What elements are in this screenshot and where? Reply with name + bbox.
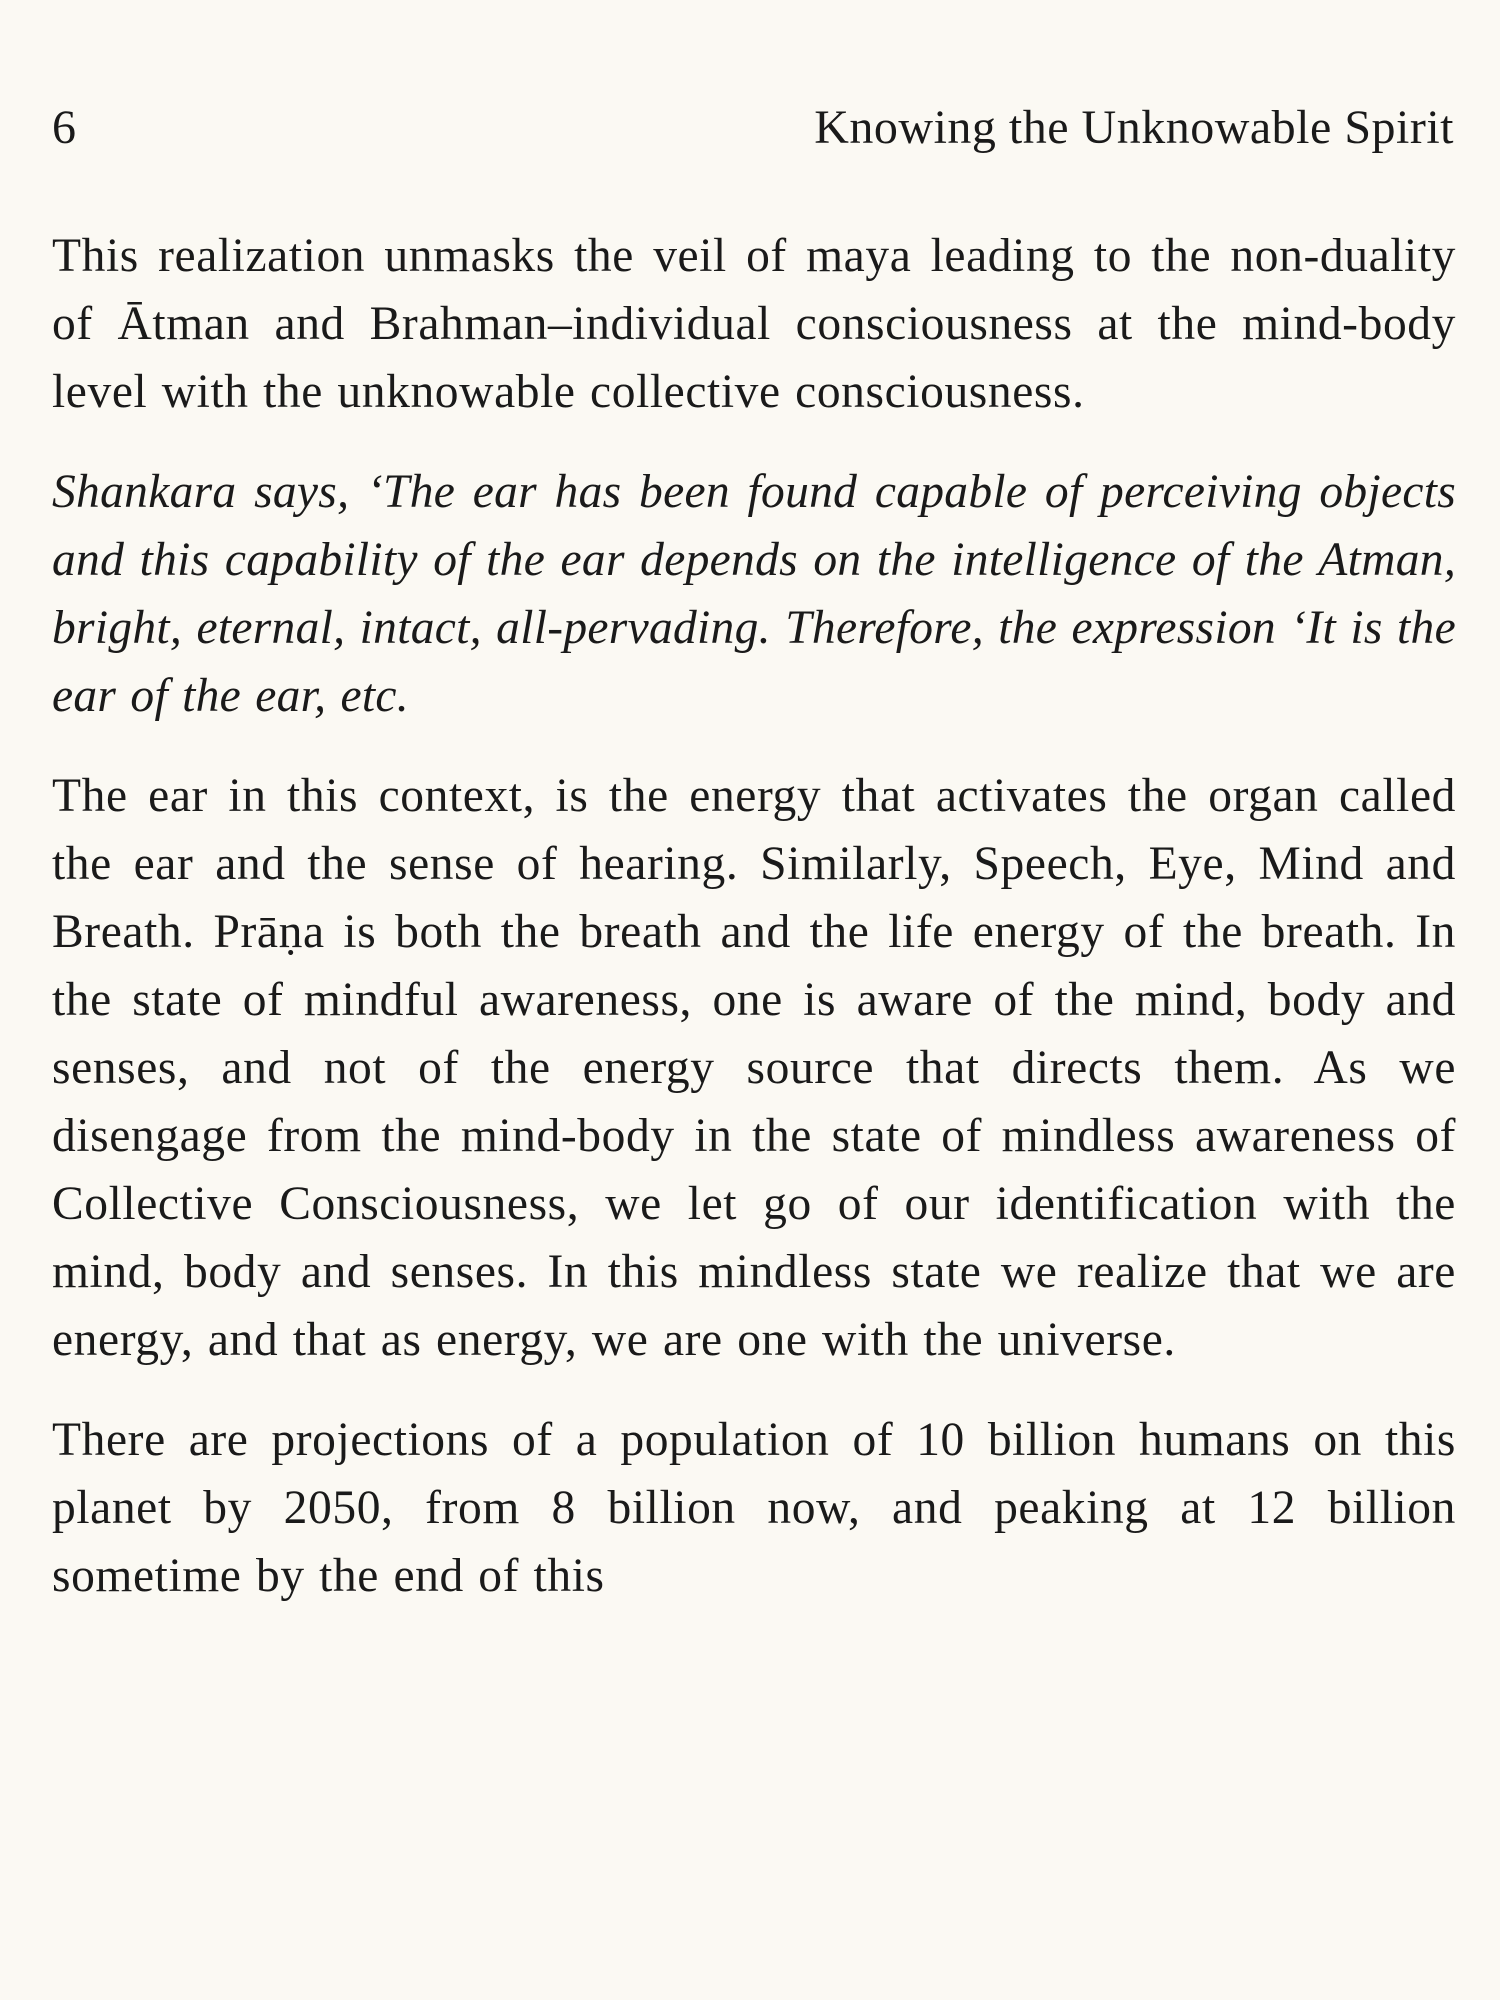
paragraph-shankara-quote: Shankara says, ‘The ear has been found capable of perceiving objects and this capability of the ear depends on the intelligence of the Atman, bright, eternal, intact, all-pervading. Therefore, the expression ‘It is the ear of the ear, etc. [52,466,1456,722]
running-head [52,100,1454,160]
paragraph-population: There are projections of a population of 10 billion humans on this planet by 2050, from 8 billion now, and peaking at 12 billion sometime by the end of this [52,1414,1456,1602]
paragraph-maya: This realization unmasks the veil of maya leading to the non-duality of Ātman and Brahman–individual consciousness at the mind-body level with the unknowable collective consciousness. [52,230,1456,418]
body-text [52,222,1456,1610]
book-title: Knowing the Unknowable Spirit [814,101,1454,154]
paragraph-ear-energy: The ear in this context, is the energy that activates the organ called the ear and the sense of hearing. Similarly, Speech, Eye, Mind and Breath. Prāṇa is both the breath and the life energy of the breath. In the state of mindful awareness, one is aware of the mind, body and senses, and not of the energy source that directs them. As we disengage from the mind-body in the state of mindless awareness of Collective Consciousness, we let go of our identification with the mind, body and senses. In this mindless state we realize that we are energy, and that as energy, we are one with the universe. [52,770,1456,1366]
page-number: 6 [52,101,77,154]
